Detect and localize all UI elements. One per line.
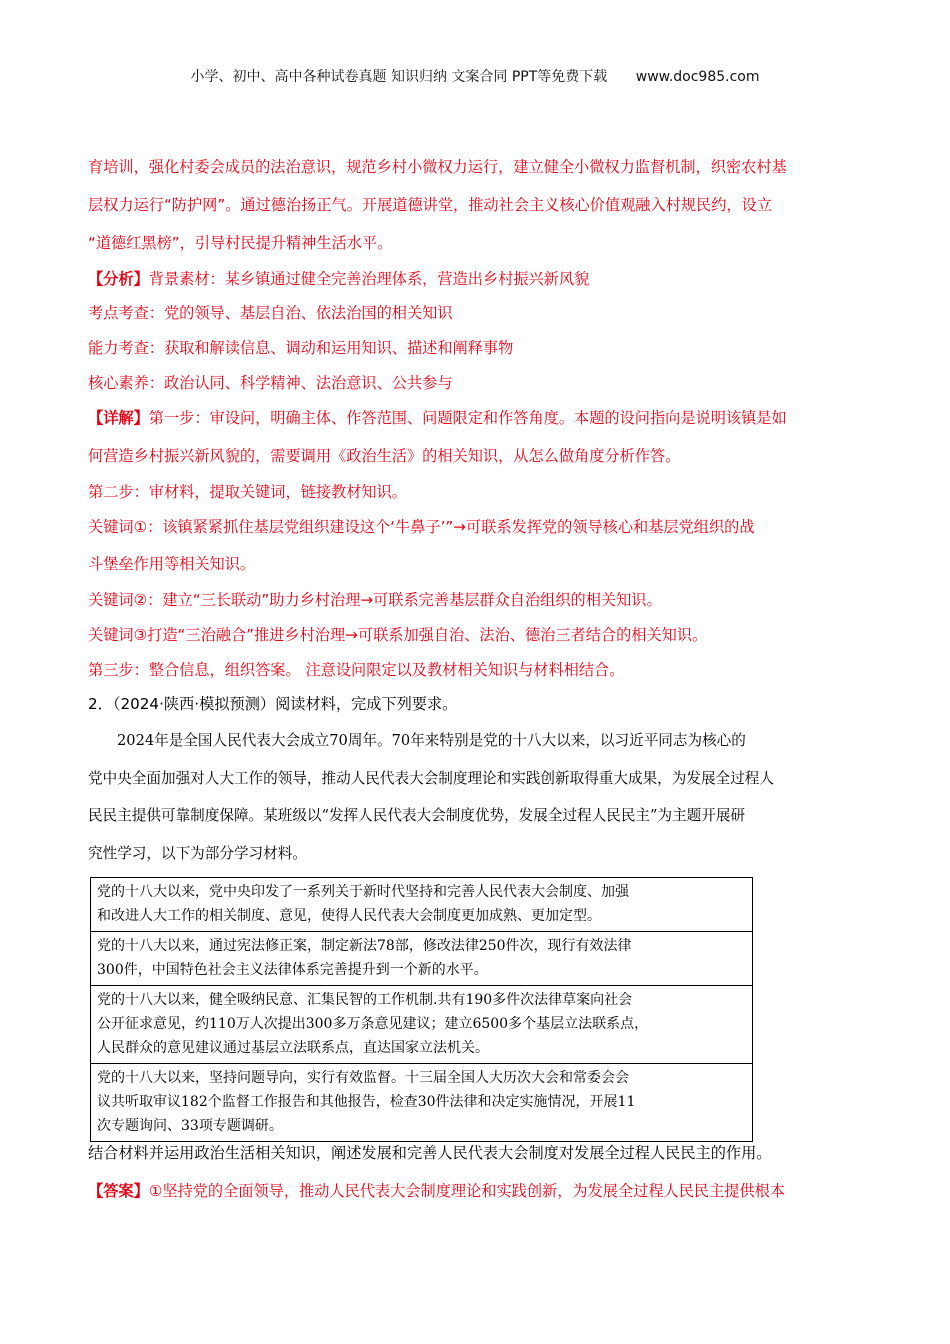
table-cell-line: 党的十八大以来，健全吸纳民意、汇集民智的工作机制.共有190多件次法律草案向社会 <box>97 992 633 1008</box>
detail-line-1 <box>88 408 868 428</box>
table-row <box>91 878 753 932</box>
body-line-3: “道德红黑榜”，引导村民提升精神生活水平。 <box>88 234 393 252</box>
keyword-2: 关键词②：建立“三长联动”助力乡村治理→可联系完善基层群众自治组织的相关知识。 <box>88 591 662 609</box>
table-cell-line: 公开征求意见，约110万人次提出300多万条意见建议；建立6500多个基层立法联系点， <box>97 1016 649 1032</box>
table-cell-line: 和改进人大工作的相关制度、意见，使得人民代表大会制度更加成熟、更加定型。 <box>97 908 601 924</box>
question-number: 2． <box>88 695 113 713</box>
detail-step3: 第三步：整合信息，组织答案。 注意设问限定以及教材相关知识与材料相结合。 <box>88 661 625 679</box>
question-source: （2024·陕西·模拟预测） <box>112 695 276 713</box>
keyword-3: 关键词③打造“三治融合”推进乡村治理→可联系加强自治、法治、德治三者结合的相关知识。 <box>88 626 708 644</box>
material-para-2: 党中央全面加强对人大工作的领导，推动人民代表大会制度理论和实践创新取得重大成果，为发展全过程人 <box>88 770 774 787</box>
material-para-4: 究性学习，以下为部分学习材料。 <box>88 845 307 862</box>
page-header <box>0 66 950 86</box>
table-cell-line: 300件，中国特色社会主义法律体系完善提升到一个新的水平。 <box>97 962 488 978</box>
table-cell-line: 党的十八大以来，党中央印发了一系列关于新时代坚持和完善人民代表大会制度、加强 <box>97 884 629 900</box>
table-row <box>91 1064 753 1142</box>
table-row <box>91 986 753 1064</box>
analysis-text: 背景素材：某乡镇通过健全完善治理体系，营造出乡村振兴新风貌 <box>148 270 590 288</box>
header-text: 小学、初中、高中各种试卷真题 知识归纳 文案合同 PPT等免费下载 <box>190 69 608 85</box>
detail-line-2: 何营造乡村振兴新风貌的，需要调用《政治生活》的相关知识，从怎么做角度分析作答。 <box>88 447 681 465</box>
table-cell <box>91 878 753 932</box>
table-cell <box>91 986 753 1064</box>
table-cell-line: 党的十八大以来，通过宪法修正案，制定新法78部，修改法律250件次，现行有效法律 <box>97 938 632 954</box>
material-para-3: 民民主提供可靠制度保障。某班级以“发挥人民代表大会制度优势，发展全过程人民民主”为主题开展研 <box>88 807 746 824</box>
question-task: 结合材料并运用政治生活相关知识，阐述发展和完善人民代表大会制度对发展全过程人民民主的作用。 <box>88 1144 772 1162</box>
analysis-tag: 【分析】 <box>88 270 149 288</box>
table-cell-line: 议共听取审议182个监督工作报告和其他报告，检查30件法律和决定实施情况，开展11 <box>97 1094 636 1110</box>
detail-tag: 【详解】 <box>88 409 149 427</box>
keyword-1-line-1: 关键词①：该镇紧紧抓住基层党组织建设这个‘牛鼻子’”→可联系发挥党的领导核心和基层党组织的战 <box>88 518 755 536</box>
header-site: www.doc985.com <box>635 69 760 85</box>
table-cell <box>91 932 753 986</box>
body-line-2: 层权力运行“防护网”。通过德治扬正气。开展道德讲堂，推动社会主义核心价值观融入村规民约，设立 <box>88 196 772 214</box>
material-table <box>90 877 753 1142</box>
detail-step2: 第二步：审材料，提取关键词，链接教材知识。 <box>88 483 407 501</box>
table-cell-line: 党的十八大以来，坚持问题导向，实行有效监督。十三届全国人大历次大会和常委会会 <box>97 1070 629 1086</box>
answer-tag: 【答案】 <box>88 1182 149 1200</box>
point-exam: 考点考查：党的领导、基层自治、依法治国的相关知识 <box>88 304 453 322</box>
table-cell-line: 次专题询问、33项专题调研。 <box>97 1118 283 1134</box>
point-literacy: 核心素养：政治认同、科学精神、法治意识、公共参与 <box>88 374 453 392</box>
detail-step1: 第一步：审设问，明确主体、作答范围、问题限定和作答角度。本题的设问指向是说明该镇是如 <box>148 409 787 427</box>
analysis-line <box>88 269 868 289</box>
keyword-1-line-2: 斗堡垒作用等相关知识。 <box>88 555 256 573</box>
table-cell-line: 人民群众的意见建议通过基层立法联系点，直达国家立法机关。 <box>97 1040 489 1056</box>
answer-text: ①坚持党的全面领导，推动人民代表大会制度理论和实践创新，为发展全过程人民民主提供根本 <box>148 1182 786 1200</box>
table-cell <box>91 1064 753 1142</box>
question-2-header <box>88 694 868 714</box>
point-ability: 能力考查：获取和解读信息、调动和运用知识、描述和阐释事物 <box>88 339 514 357</box>
answer-line <box>88 1181 868 1201</box>
material-para-1: 2024年是全国人民代表大会成立70周年。70年来特别是党的十八大以来，以习近平同志为核心的 <box>117 732 746 749</box>
question-prompt: 阅读材料，完成下列要求。 <box>275 695 458 713</box>
body-line-1: 育培训，强化村委会成员的法治意识，规范乡村小微权力运行，建立健全小微权力监督机制，织密农村基 <box>88 158 787 176</box>
table-row <box>91 932 753 986</box>
